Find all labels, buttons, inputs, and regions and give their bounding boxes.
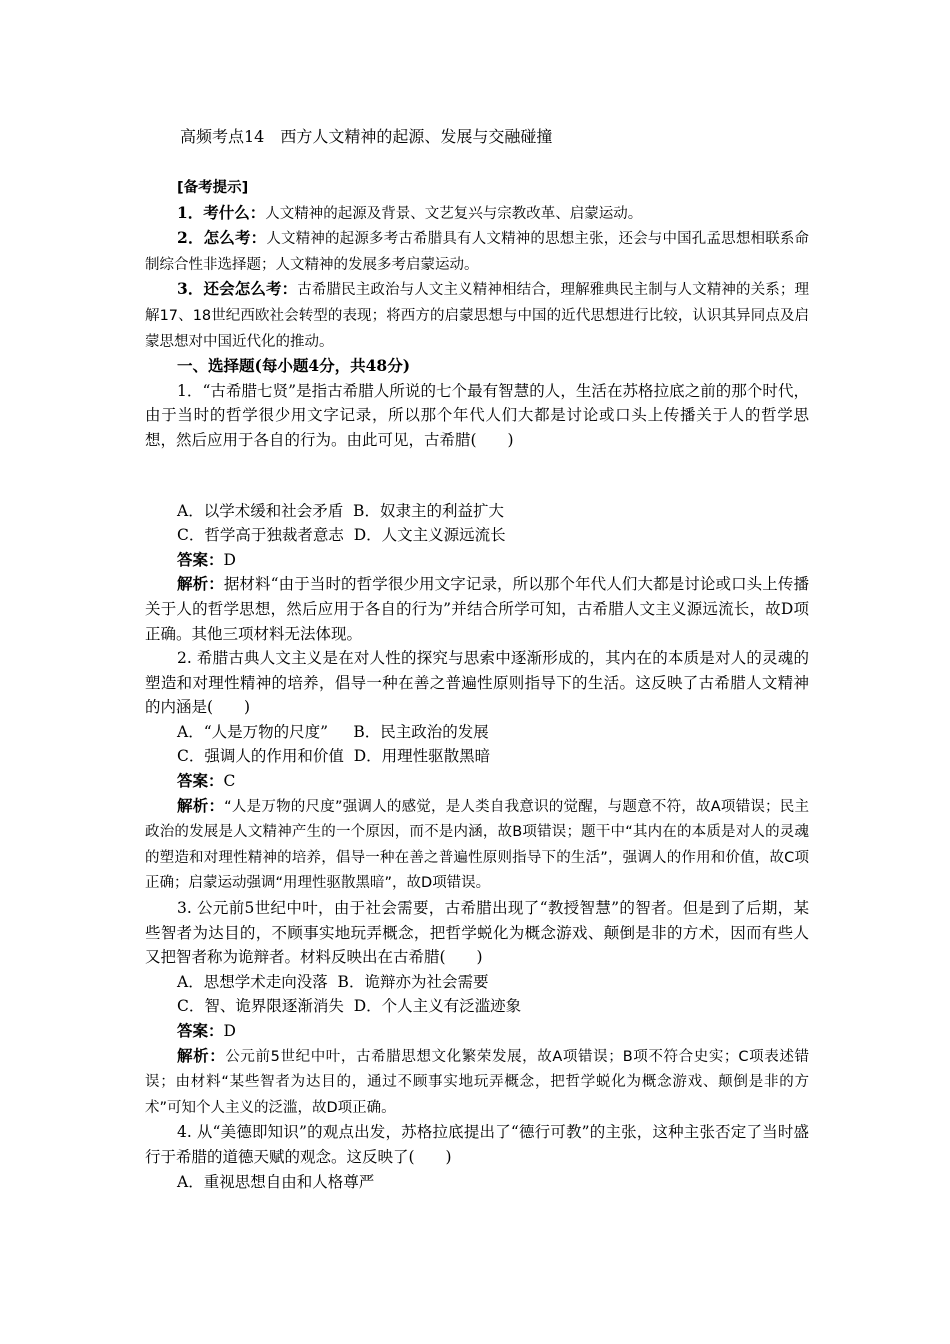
question-2-options-cd: C．强调人的作用和价值 D．用理性驱散黑暗 [177, 747, 491, 766]
tip-item-1: 1．考什么：人文精神的起源及背景、文艺复兴与宗教改革、启蒙运动。 [177, 202, 643, 222]
question-2-stem: 2. 希腊古典人文主义是在对人性的探究与思索中逐渐形成的，其内在的本质是对人的灵魂的塑造和对理性精神的培养，倡导一种在善之普遍性原则指导下的生活。这反映了古希腊人文精神的内涵是( ) [145, 649, 809, 717]
question-3-options-ab: A．思想学术走向没落 B．诡辩亦为社会需要 [177, 972, 489, 991]
page-title: 高频考点14 西方人文精神的起源、发展与交融碰撞 [180, 127, 553, 146]
question-3-analysis: 解析：公元前5世纪中叶，古希腊思想文化繁荣发展，故A项错误；B项不符合史实；C项表述错误；由材料“某些智者为达目的，通过不顾事实地玩弄概念，把哲学蜕化为概念游戏、颠倒是非的方术”可知个人主义的泛滥，故D项正确。 [145, 1045, 809, 1116]
document-body [145, 176, 809, 1194]
question-1-options-cd: C．哲学高于独裁者意志 D．人文主义源远流长 [177, 526, 506, 545]
question-2-analysis: 解析：“人是万物的尺度”强调人的感觉，是人类自我意识的觉醒，与题意不符，故A项错误；民主政治的发展是人文精神产生的一个原因，而不是内涵，故B项错误；题干中“其内在的本质是对人的灵魂的塑造和对理性精神的培养，倡导一种在善之普遍性原则指导下的生活”，强调人的作用和价值，故C项正确；启蒙运动强调“用理性驱散黑暗”，故D项错误。 [145, 795, 809, 892]
question-4-option-a: A．重视思想自由和人格尊严 [177, 1172, 375, 1191]
question-1-options-ab: A．以学术缓和社会矛盾 B．奴隶主的利益扩大 [177, 501, 504, 520]
question-1-answer: 答案：D [177, 549, 236, 569]
question-1-analysis: 解析：据材料“由于当时的哲学很少用文字记录，所以那个年代人们大都是讨论或口头上传播关于人的哲学思想，然后应用于各自的行为”并结合所学可知，古希腊人文主义源远流长，故D项正确。其他三项材料无法体现。 [145, 574, 809, 643]
question-3-answer: 答案：D [177, 1021, 236, 1040]
tip-item-2: 2．怎么考：人文精神的起源多考古希腊具有人文精神的思想主张，还会与中国孔孟思想相联系命制综合性非选择题；人文精神的发展多考启蒙运动。 [145, 228, 809, 273]
question-2-answer: 答案：C [177, 771, 236, 791]
question-1-stem: 1．“古希腊七贤”是指古希腊人所说的七个最有智慧的人，生活在苏格拉底之前的那个时代，由于当时的哲学很少用文字记录，所以那个年代人们大都是讨论或口头上传播关于人的哲学思想，然后应用于各自的行为。由此可见，古希腊( ) [145, 381, 809, 449]
tip-item-3: 3．还会怎么考：古希腊民主政治与人文主义精神相结合，理解雅典民主制与人文精神的关系；理解17、18世纪西欧社会转型的表现；将西方的启蒙思想与中国的近代思想进行比较，认识其异同点及启蒙思想对中国近代化的推动。 [145, 279, 809, 350]
question-3-stem: 3. 公元前5世纪中叶，由于社会需要，古希腊出现了“教授智慧”的智者。但是到了后期，某些智者为达目的，不顾事实地玩弄概念，把哲学蜕化为概念游戏、颠倒是非的方术，因而有些人又把智者称为诡辩者。材料反映出在古希腊( ) [145, 899, 809, 967]
question-2-options-ab: A．“人是万物的尺度” B．民主政治的发展 [177, 722, 489, 741]
question-3-options-cd: C．智、诡界限逐渐消失 D．个人主义有泛滥迹象 [177, 997, 522, 1016]
question-4-stem: 4. 从“美德即知识”的观点出发，苏格拉底提出了“德行可教”的主张，这种主张否定了当时盛行于希腊的道德天赋的观念。这反映了( ) [145, 1123, 809, 1166]
section-heading: 一、选择题(每小题4分，共48分) [177, 356, 411, 376]
tips-header: [备考提示] [177, 180, 249, 196]
